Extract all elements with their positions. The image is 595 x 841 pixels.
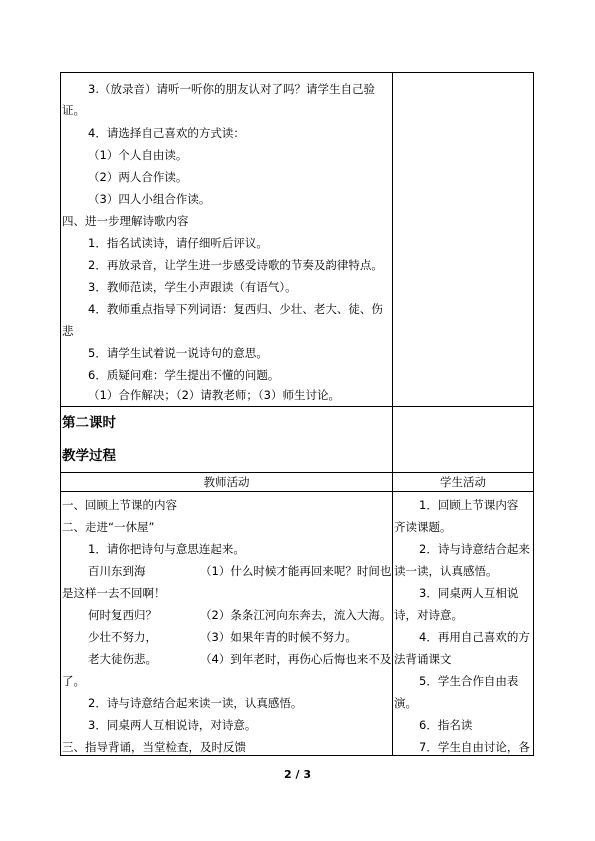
text-line: 演。 — [394, 696, 417, 710]
text-line: 1．回顾上节课内容 — [419, 498, 519, 512]
row-divider-3 — [60, 491, 534, 492]
text-line: 3.（放录音）请听一听你的朋友认对了吗？请学生自己验 — [88, 82, 375, 96]
meaning-line: （1）什么时候才能再回来呢？时间也 — [200, 564, 392, 578]
text-line: 2．诗与诗意结合起来读一读，认真感悟。 — [88, 696, 303, 710]
text-line: 5．请学生试着说一说诗句的意思。 — [88, 346, 268, 360]
poem-line: 何时复西归？ — [88, 608, 157, 622]
column-divider — [392, 72, 393, 756]
text-line: 3．同桌两人互相说 — [419, 586, 519, 600]
text-line: 诗，对诗意。 — [394, 608, 463, 622]
text-line: 4．再用自己喜欢的方 — [419, 630, 530, 644]
text-line: 7．学生自由讨论，各 — [419, 740, 530, 754]
section-heading: 四、进一步理解诗歌内容 — [62, 214, 189, 228]
text-line: 悲 — [62, 324, 74, 338]
row-divider-1 — [60, 406, 534, 407]
text-line: 是这样一去不回啊！ — [62, 586, 166, 600]
text-line: 2．再放录音，让学生进一步感受诗歌的节奏及韵律特点。 — [88, 258, 383, 272]
border-right — [533, 72, 534, 756]
text-line: 法背诵课文 — [394, 652, 452, 666]
text-line: 了。 — [62, 674, 85, 688]
page-number: 2 / 3 — [284, 768, 311, 781]
student-activity-header: 学生活动 — [440, 475, 486, 489]
text-line: 一、回顾上节课的内容 — [62, 498, 177, 512]
text-line: （1）合作解决；（2）请教老师；（3）师生讨论。 — [88, 388, 340, 402]
text-line: 4．教师重点指导下列词语：复西归、少壮、老大、徒、伤 — [88, 302, 383, 316]
text-line: 1．指名试读诗，请仔细听后评议。 — [88, 236, 268, 250]
poem-line: 百川东到海 — [88, 564, 146, 578]
text-line: 三、指导背诵，当堂检查，及时反馈 — [62, 740, 246, 754]
text-line: 4．请选择自己喜欢的方式读： — [88, 126, 245, 140]
text-line: 6．指名读 — [419, 718, 473, 732]
text-line: 证。 — [62, 103, 85, 117]
text-line: 2．诗与诗意结合起来 — [419, 542, 530, 556]
text-line: 1．请你把诗句与意思连起来。 — [88, 542, 245, 556]
meaning-line: （4）到年老时，再伤心后悔也来不及 — [200, 652, 392, 666]
text-line: 读一读，认真感悟。 — [394, 564, 498, 578]
meaning-line: （2）条条江河向东奔去，流入大海。 — [200, 608, 392, 622]
text-line: 齐读课题。 — [394, 520, 452, 534]
poem-line: 少壮不努力， — [88, 630, 157, 644]
text-line: （3）四人小组合作读。 — [88, 192, 211, 206]
border-top — [60, 72, 534, 73]
meaning-line: （3）如果年青的时候不努力。 — [200, 630, 357, 644]
border-left — [60, 72, 61, 756]
text-line: （2）两人合作读。 — [88, 170, 188, 184]
poem-line: 老大徒伤悲。 — [88, 652, 157, 666]
text-line: 5．学生合作自由表 — [419, 674, 519, 688]
process-title: 教学过程 — [62, 448, 116, 464]
row-divider-2 — [60, 472, 534, 473]
text-line: 3．教师范读，学生小声跟读（有语气）。 — [88, 280, 297, 294]
text-line: （1）个人自由读。 — [88, 148, 188, 162]
text-line: 二、走进“一休屋” — [62, 520, 155, 534]
text-line: 3．同桌两人互相说诗，对诗意。 — [88, 718, 257, 732]
border-bottom — [60, 755, 534, 756]
text-line: 6．质疑问难：学生提出不懂的问题。 — [88, 368, 280, 382]
teacher-activity-header: 教师活动 — [203, 475, 250, 489]
lesson-title: 第二课时 — [62, 415, 116, 431]
